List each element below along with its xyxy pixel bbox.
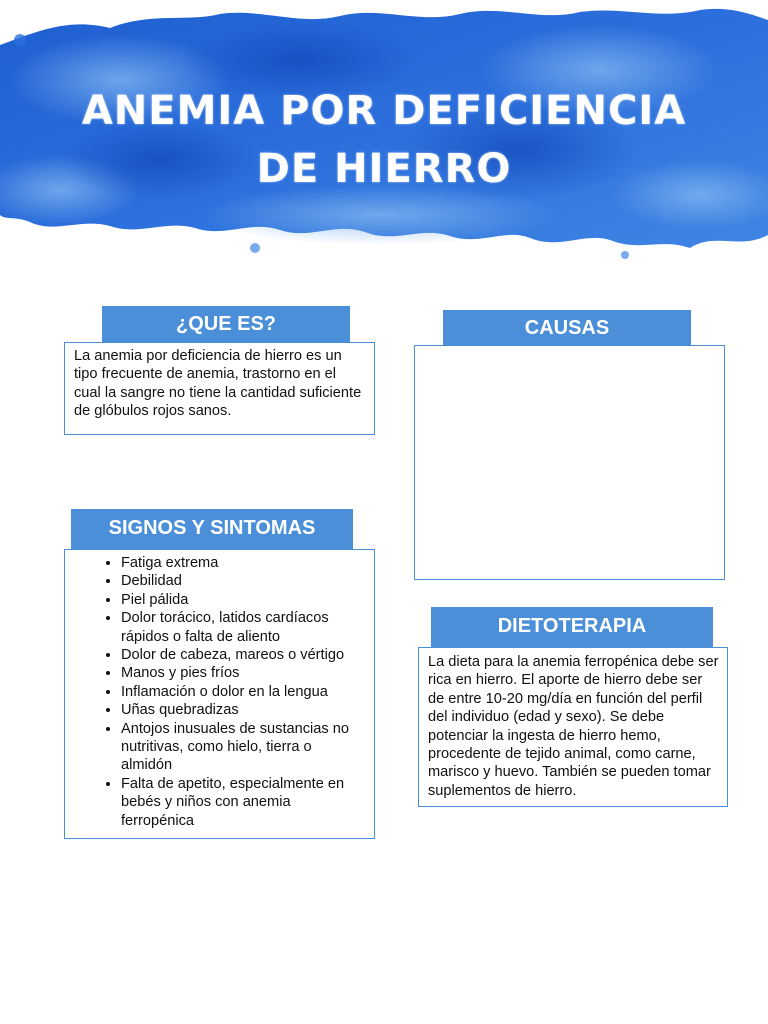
dietoterapia-heading-label: DIETOTERAPIA xyxy=(497,615,647,637)
page-title xyxy=(0,82,768,198)
que-es-heading-label: ¿QUE ES? xyxy=(175,313,276,335)
list-item: • Debilidad xyxy=(121,572,366,590)
list-item: • Dolor torácico, latidos cardíacos rápidos o falta de aliento xyxy=(121,609,366,646)
list-item: • Fatiga extrema xyxy=(121,554,366,572)
watercolor-banner xyxy=(0,0,768,270)
dietoterapia-text: La dieta para la anemia ferropénica debe ser rica en hierro. El aporte de hierro debe ser de entre 10-20 mg/día en función del perfil del individuo (edad y sexo). Se debe potenciar la ingesta de hierro hemo, procedente de tejido animal, como carne, marisco y huevo. También se pueden tomar suplementos de hierro. xyxy=(428,654,719,799)
causas-heading xyxy=(443,310,691,346)
que-es-box xyxy=(64,342,375,435)
signos-box xyxy=(64,549,375,839)
signos-heading-label: SIGNOS Y SINTOMAS xyxy=(108,517,316,539)
que-es-text: La anemia por deficiencia de hierro es un tipo frecuente de anemia, trastorno en el cual la sangre no tiene la cantidad suficiente de glóbulos rojos sanos. xyxy=(74,348,362,420)
list-item: • Piel pálida xyxy=(121,591,366,609)
signos-list xyxy=(65,554,366,830)
list-item: • Uñas quebradizas xyxy=(121,701,366,719)
list-item: • Manos y pies fríos xyxy=(121,664,366,682)
list-item: • Antojos inusuales de sustancias no nutritivas, como hielo, tierra o almidón xyxy=(121,720,366,775)
causas-heading-label: CAUSAS xyxy=(524,317,610,339)
list-item: • Dolor de cabeza, mareos o vértigo xyxy=(121,646,366,664)
que-es-heading xyxy=(102,306,350,342)
title-line-2: DE HIERRO xyxy=(256,146,512,192)
title-line-1: ANEMIA POR DEFICIENCIA xyxy=(81,88,687,134)
dietoterapia-heading xyxy=(431,607,713,647)
causas-box xyxy=(414,345,725,580)
list-item: • Falta de apetito, especialmente en bebés y niños con anemia ferropénica xyxy=(121,775,366,830)
list-item: • Inflamación o dolor en la lengua xyxy=(121,683,366,701)
dietoterapia-box xyxy=(418,647,728,807)
signos-heading xyxy=(71,509,353,549)
